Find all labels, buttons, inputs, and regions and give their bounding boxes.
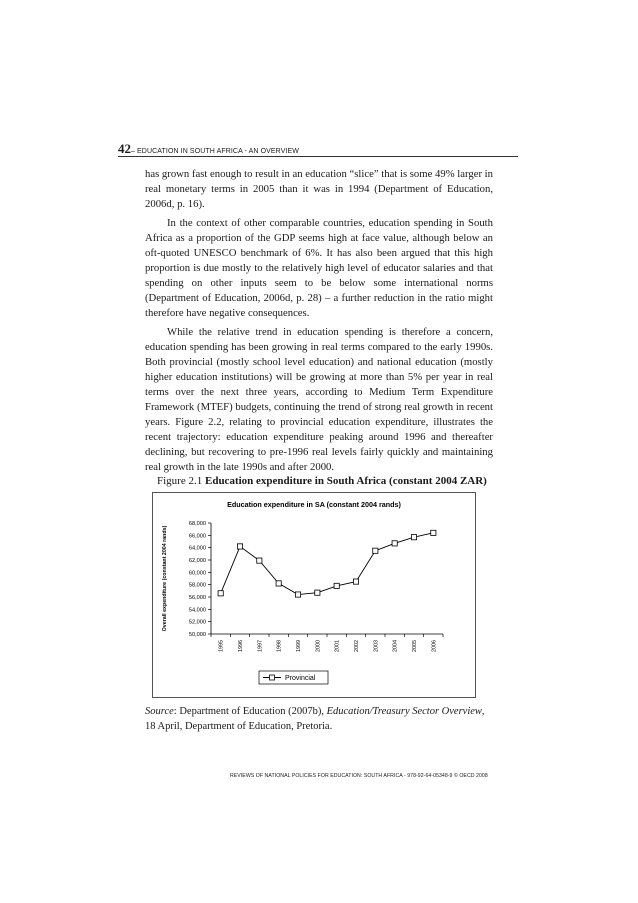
x-tick-label: 2004 — [392, 640, 399, 652]
x-tick-label: 1998 — [276, 640, 283, 652]
source-label: Source — [145, 706, 174, 717]
page-footer: REVIEWS OF NATIONAL POLICIES FOR EDUCATION: SOUTH AFRICA - 978-92-64-05348-9 © OECD 2008 — [230, 773, 488, 779]
chart-title: Education expenditure in SA (constant 2004 rands) — [227, 500, 401, 509]
x-tick-label: 2001 — [334, 640, 341, 652]
data-point — [237, 544, 242, 549]
data-point — [373, 548, 378, 553]
y-tick-label: 68,000 — [188, 521, 206, 527]
y-tick-label: 54,000 — [188, 607, 206, 614]
paragraph-1: has grown fast enough to result in an education “slice” that is some 49% larger in real monetary terms in 2005 than it was in 1994 (Department of Education, 2006d, p. 16). — [145, 168, 493, 210]
data-point — [334, 583, 339, 588]
figure-caption — [157, 475, 497, 487]
series-line — [221, 533, 434, 595]
data-point — [392, 541, 397, 546]
y-axis-label: Overall expenditure (constant 2004 rands) — [162, 525, 168, 632]
x-tick-label: 2000 — [315, 640, 322, 652]
x-tick-label: 2003 — [373, 640, 380, 652]
source-note — [145, 704, 485, 734]
chart-frame — [152, 492, 476, 698]
figure-label: Figure 2.1 — [157, 475, 203, 487]
data-point — [276, 581, 281, 586]
running-title: – EDUCATION IN SOUTH AFRICA - AN OVERVIEW — [131, 148, 299, 155]
paragraph-3: While the relative trend in education spending is therefore a concern, education spending has been growing in real terms compared to the early 1990s. Both provincial (mostly school level education) and national education (mostly higher education institutions) will be growing at more than 5% per year in real terms over the next three years, according to Medium Term Expenditure Framework (MTEF) budgets, continuing the trend of strong real growth in recent years. Figure 2.2, relating to provincial education expenditure, illustrates the recent trajectory: education expenditure peaking around 1996 and thereafter declining, but recovering to pre-1996 real levels fairly quickly and maintaining real growth in the late 1990s and after 2000. — [145, 326, 493, 473]
y-tick-label: 62,000 — [188, 558, 206, 564]
legend-label: Provincial — [285, 675, 316, 683]
y-tick-label: 50,000 — [188, 632, 206, 638]
y-tick-label: 64,000 — [188, 545, 206, 552]
source-title: Education/Treasury Sector Overview — [326, 706, 482, 717]
data-point — [218, 591, 223, 596]
data-point — [315, 590, 320, 595]
y-tick-label: 52,000 — [188, 619, 206, 626]
x-tick-label: 1999 — [296, 640, 302, 652]
y-tick-label: 60,000 — [188, 570, 206, 577]
body-text — [145, 167, 493, 479]
x-tick-label: 2002 — [354, 640, 360, 652]
data-point — [431, 530, 436, 535]
paragraph-2: In the context of other comparable countries, education spending in South Africa as a proportion of the GDP seems high at face value, although below an oft-quoted UNESCO benchmark of 6%. It has also been argued that this high proportion is due mostly to the relatively high level of educator salaries and that spending on other inputs seem to be below some international norms (Department of Education, 2006d, p. 28) – a further reduction in the ratio might therefore have negative consequences. — [145, 217, 493, 319]
source-text-before: : Department of Education (2007b), — [173, 706, 327, 717]
page-header — [118, 140, 518, 157]
data-point — [353, 579, 358, 584]
x-tick-label: 1996 — [238, 640, 244, 652]
page-number: 42 — [118, 141, 131, 156]
x-tick-label: 1997 — [257, 640, 264, 652]
x-tick-label: 1995 — [218, 640, 225, 652]
figure-title: Education expenditure in South Africa (constant 2004 ZAR) — [204, 475, 487, 487]
y-tick-label: 58,000 — [188, 582, 206, 589]
x-tick-label: 2006 — [431, 640, 438, 652]
line-chart — [153, 493, 475, 697]
data-point — [295, 592, 300, 597]
data-point — [411, 535, 416, 540]
x-tick-label: 2005 — [412, 640, 418, 652]
y-tick-label: 66,000 — [188, 533, 206, 540]
legend-marker — [270, 675, 275, 680]
source-text-after: , 18 April, Department of Education, Pretoria. — [145, 706, 485, 732]
data-point — [257, 558, 262, 563]
y-tick-label: 56,000 — [188, 595, 206, 601]
